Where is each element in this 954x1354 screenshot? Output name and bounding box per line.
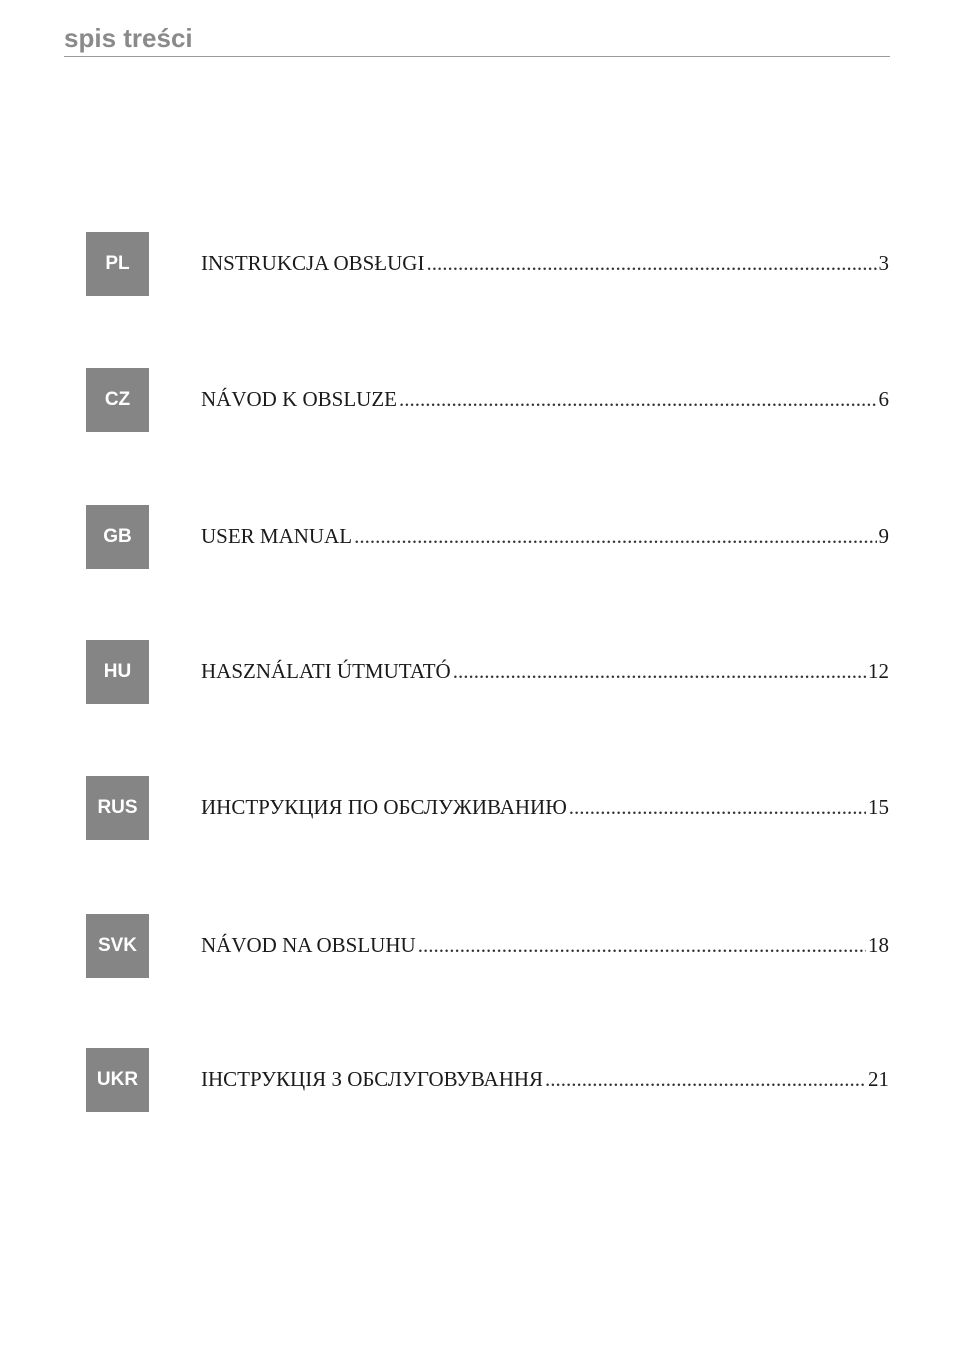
language-badge-hu: HU [86, 640, 149, 704]
toc-entry-cz[interactable] [0, 368, 954, 432]
language-badge-cz: CZ [86, 368, 149, 432]
toc-entry-page: 15 [868, 795, 889, 819]
toc-entry-line [201, 248, 889, 278]
toc-entry-rus[interactable] [0, 776, 954, 840]
toc-entry-line [201, 521, 889, 551]
toc-entry-page: 6 [878, 387, 889, 411]
toc-entry-pl[interactable] [0, 232, 954, 296]
page-header [64, 22, 890, 57]
dot-leader [354, 521, 876, 551]
toc-entry-title: NÁVOD NA OBSLUHU [201, 933, 416, 957]
toc-entry-title: USER MANUAL [201, 524, 353, 548]
dot-leader [418, 930, 866, 960]
toc-entry-line [201, 384, 889, 414]
toc-entry-title: INSTRUKCJA OBSŁUGI [201, 251, 425, 275]
toc-entry-hu[interactable] [0, 640, 954, 704]
toc-entry-title: NÁVOD K OBSLUZE [201, 387, 397, 411]
page-title: spis treści [64, 23, 193, 53]
dot-leader [399, 384, 877, 414]
toc-entry-line [201, 930, 889, 960]
toc-entry-page: 9 [878, 524, 889, 548]
language-badge-ukr: UKR [86, 1048, 149, 1112]
toc-entry-page: 3 [878, 251, 889, 275]
language-badge-pl: PL [86, 232, 149, 296]
dot-leader [545, 1064, 866, 1094]
toc-entry-title: ИНСТРУКЦИЯ ПО ОБСЛУЖИВАНИЮ [201, 795, 567, 819]
toc-entry-gb[interactable] [0, 505, 954, 569]
toc-entry-page: 21 [868, 1067, 889, 1091]
language-badge-rus: RUS [86, 776, 149, 840]
dot-leader [569, 792, 866, 822]
toc-entry-line [201, 792, 889, 822]
dot-leader [453, 656, 866, 686]
toc-entry-page: 12 [868, 659, 889, 683]
dot-leader [426, 248, 876, 278]
toc-entry-svk[interactable] [0, 914, 954, 978]
toc-entry-ukr[interactable] [0, 1048, 954, 1112]
toc-entry-line [201, 1064, 889, 1094]
toc-entry-page: 18 [868, 933, 889, 957]
toc-entry-title: HASZNÁLATI ÚTMUTATÓ [201, 659, 451, 683]
language-badge-gb: GB [86, 505, 149, 569]
language-badge-svk: SVK [86, 914, 149, 978]
toc-entry-title: ІНСТРУКЦІЯ З ОБСЛУГОВУВАННЯ [201, 1067, 544, 1091]
toc-entry-line [201, 656, 889, 686]
